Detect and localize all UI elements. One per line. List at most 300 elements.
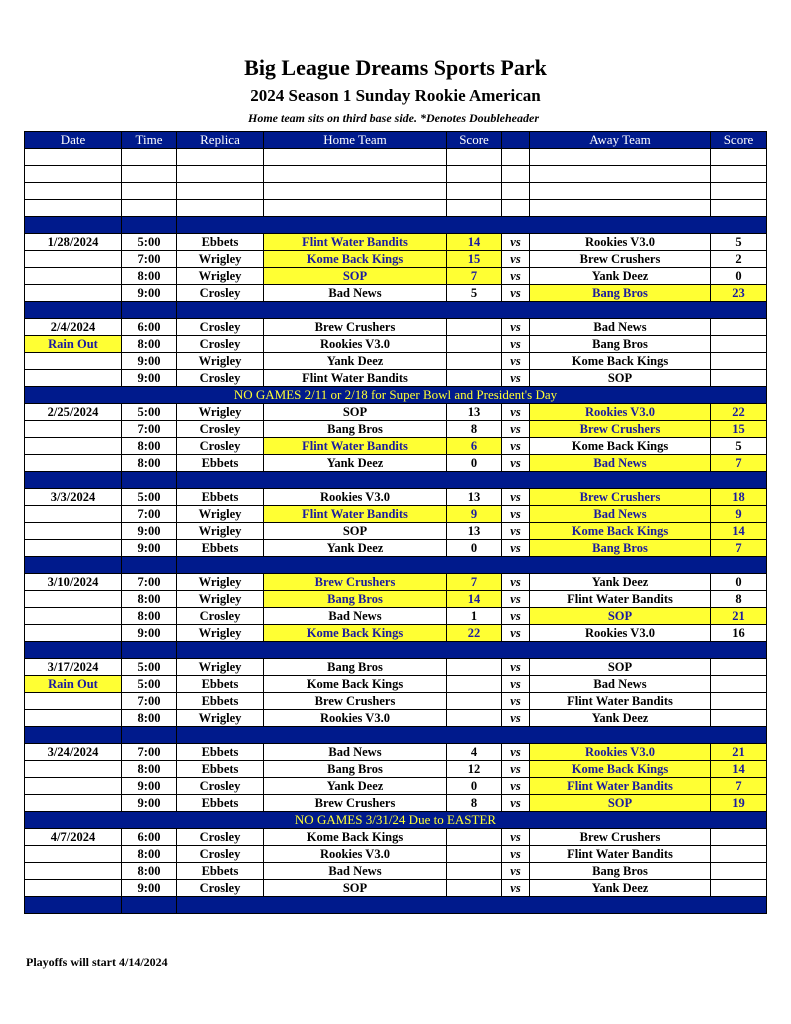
separator-cell xyxy=(122,302,177,319)
empty-cell xyxy=(264,183,447,200)
away-team: Rookies V3.0 xyxy=(530,744,711,761)
game-time: 8:00 xyxy=(122,863,177,880)
game-field: Wrigley xyxy=(177,268,264,285)
home-score: 4 xyxy=(447,744,502,761)
game-field: Ebbets xyxy=(177,761,264,778)
away-team: Rookies V3.0 xyxy=(530,404,711,421)
game-field: Ebbets xyxy=(177,795,264,812)
separator-cell xyxy=(25,302,122,319)
vs-label: vs xyxy=(502,336,530,353)
away-score: 16 xyxy=(711,625,767,642)
game-field: Ebbets xyxy=(177,540,264,557)
away-score: 21 xyxy=(711,744,767,761)
game-time: 6:00 xyxy=(122,319,177,336)
empty-cell xyxy=(502,183,530,200)
game-date xyxy=(25,506,122,523)
game-row xyxy=(25,268,767,285)
home-team: Yank Deez xyxy=(264,778,447,795)
home-score: 0 xyxy=(447,455,502,472)
away-team: Bang Bros xyxy=(530,863,711,880)
game-date: 1/28/2024 xyxy=(25,234,122,251)
home-team: Brew Crushers xyxy=(264,795,447,812)
home-team: Rookies V3.0 xyxy=(264,489,447,506)
empty-cell xyxy=(177,183,264,200)
vs-label: vs xyxy=(502,540,530,557)
away-score xyxy=(711,336,767,353)
empty-cell xyxy=(502,200,530,217)
game-field: Wrigley xyxy=(177,591,264,608)
vs-label: vs xyxy=(502,523,530,540)
home-score: 15 xyxy=(447,251,502,268)
empty-cell xyxy=(447,149,502,166)
empty-cell xyxy=(25,149,122,166)
game-time: 6:00 xyxy=(122,829,177,846)
game-field: Wrigley xyxy=(177,625,264,642)
no-games-note-row xyxy=(25,812,767,829)
vs-label: vs xyxy=(502,846,530,863)
separator-cell xyxy=(177,897,767,914)
away-team: Brew Crushers xyxy=(530,421,711,438)
away-team: Yank Deez xyxy=(530,880,711,897)
empty-cell xyxy=(264,149,447,166)
separator-row xyxy=(25,727,767,744)
game-date xyxy=(25,778,122,795)
game-date xyxy=(25,540,122,557)
col-header-date: Date xyxy=(25,132,122,149)
away-team: Bad News xyxy=(530,676,711,693)
away-team: Kome Back Kings xyxy=(530,761,711,778)
vs-label: vs xyxy=(502,880,530,897)
no-games-note: NO GAMES 3/31/24 Due to EASTER xyxy=(25,812,767,829)
empty-cell xyxy=(177,149,264,166)
separator-cell xyxy=(25,557,122,574)
schedule-body xyxy=(25,149,767,914)
empty-cell xyxy=(447,183,502,200)
separator-row xyxy=(25,642,767,659)
empty-cell xyxy=(264,200,447,217)
away-team: Bang Bros xyxy=(530,336,711,353)
game-field: Crosley xyxy=(177,285,264,302)
game-row xyxy=(25,846,767,863)
game-time: 7:00 xyxy=(122,574,177,591)
game-field: Wrigley xyxy=(177,523,264,540)
page-title: Big League Dreams Sports Park xyxy=(244,55,547,80)
game-date: 3/17/2024 xyxy=(25,659,122,676)
game-date xyxy=(25,625,122,642)
empty-cell xyxy=(264,166,447,183)
home-team: Bang Bros xyxy=(264,659,447,676)
away-team: Kome Back Kings xyxy=(530,438,711,455)
vs-label: vs xyxy=(502,659,530,676)
game-field: Crosley xyxy=(177,778,264,795)
game-row xyxy=(25,251,767,268)
game-time: 9:00 xyxy=(122,353,177,370)
no-games-note: NO GAMES 2/11 or 2/18 for Super Bowl and President's Day xyxy=(25,387,767,404)
game-field: Wrigley xyxy=(177,659,264,676)
home-score xyxy=(447,829,502,846)
home-team: Flint Water Bandits xyxy=(264,370,447,387)
away-team: Brew Crushers xyxy=(530,489,711,506)
away-team: SOP xyxy=(530,659,711,676)
home-team: Brew Crushers xyxy=(264,574,447,591)
game-row xyxy=(25,455,767,472)
playoffs-note: Playoffs will start 4/14/2024 xyxy=(26,955,168,969)
away-score: 23 xyxy=(711,285,767,302)
empty-cell xyxy=(25,183,122,200)
vs-label: vs xyxy=(502,710,530,727)
separator-row xyxy=(25,472,767,489)
home-team: Flint Water Bandits xyxy=(264,438,447,455)
game-time: 9:00 xyxy=(122,625,177,642)
empty-row xyxy=(25,166,767,183)
away-team: Kome Back Kings xyxy=(530,353,711,370)
away-score xyxy=(711,370,767,387)
away-score: 7 xyxy=(711,778,767,795)
game-row xyxy=(25,404,767,421)
separator-cell xyxy=(122,642,177,659)
separator-cell xyxy=(25,472,122,489)
home-team: SOP xyxy=(264,523,447,540)
separator-cell xyxy=(177,727,767,744)
game-time: 7:00 xyxy=(122,693,177,710)
vs-label: vs xyxy=(502,829,530,846)
game-date xyxy=(25,880,122,897)
game-row xyxy=(25,489,767,506)
home-score xyxy=(447,319,502,336)
game-field: Crosley xyxy=(177,846,264,863)
home-team: Yank Deez xyxy=(264,540,447,557)
away-score: 0 xyxy=(711,268,767,285)
empty-cell xyxy=(122,200,177,217)
home-team: Flint Water Bandits xyxy=(264,234,447,251)
game-field: Crosley xyxy=(177,608,264,625)
separator-cell xyxy=(25,642,122,659)
game-row xyxy=(25,659,767,676)
away-team: SOP xyxy=(530,608,711,625)
home-score xyxy=(447,693,502,710)
home-score xyxy=(447,353,502,370)
home-team: Yank Deez xyxy=(264,353,447,370)
game-field: Ebbets xyxy=(177,455,264,472)
home-team: Bang Bros xyxy=(264,761,447,778)
game-field: Crosley xyxy=(177,829,264,846)
col-header-home-team: Home Team xyxy=(264,132,447,149)
no-games-note-row xyxy=(25,387,767,404)
game-field: Ebbets xyxy=(177,744,264,761)
away-score: 15 xyxy=(711,421,767,438)
home-score: 13 xyxy=(447,523,502,540)
empty-row xyxy=(25,200,767,217)
game-row xyxy=(25,778,767,795)
game-date xyxy=(25,370,122,387)
home-team: Brew Crushers xyxy=(264,319,447,336)
vs-label: vs xyxy=(502,863,530,880)
away-score: 0 xyxy=(711,574,767,591)
game-date xyxy=(25,251,122,268)
game-row xyxy=(25,540,767,557)
game-time: 8:00 xyxy=(122,761,177,778)
game-time: 9:00 xyxy=(122,523,177,540)
empty-cell xyxy=(502,166,530,183)
schedule-note: Home team sits on third base side. *Denotes Doubleheader xyxy=(248,111,539,125)
away-score xyxy=(711,693,767,710)
game-time: 7:00 xyxy=(122,251,177,268)
away-team: SOP xyxy=(530,370,711,387)
home-team: Bang Bros xyxy=(264,591,447,608)
away-score: 2 xyxy=(711,251,767,268)
game-field: Wrigley xyxy=(177,404,264,421)
vs-label: vs xyxy=(502,421,530,438)
home-score: 22 xyxy=(447,625,502,642)
game-time: 7:00 xyxy=(122,744,177,761)
separator-row xyxy=(25,217,767,234)
empty-cell xyxy=(530,149,711,166)
away-score xyxy=(711,319,767,336)
home-score: 14 xyxy=(447,234,502,251)
away-team: Flint Water Bandits xyxy=(530,693,711,710)
home-score: 12 xyxy=(447,761,502,778)
game-field: Ebbets xyxy=(177,693,264,710)
away-score xyxy=(711,846,767,863)
game-date xyxy=(25,421,122,438)
home-team: Rookies V3.0 xyxy=(264,336,447,353)
away-team: Yank Deez xyxy=(530,268,711,285)
away-score xyxy=(711,829,767,846)
away-team: Flint Water Bandits xyxy=(530,846,711,863)
game-time: 9:00 xyxy=(122,795,177,812)
game-row xyxy=(25,795,767,812)
game-time: 5:00 xyxy=(122,404,177,421)
game-date xyxy=(25,353,122,370)
game-time: 7:00 xyxy=(122,506,177,523)
vs-label: vs xyxy=(502,251,530,268)
empty-cell xyxy=(530,200,711,217)
separator-cell xyxy=(25,727,122,744)
away-score: 8 xyxy=(711,591,767,608)
game-row xyxy=(25,761,767,778)
game-row xyxy=(25,693,767,710)
game-time: 8:00 xyxy=(122,591,177,608)
game-field: Wrigley xyxy=(177,353,264,370)
home-score: 7 xyxy=(447,268,502,285)
separator-cell xyxy=(122,897,177,914)
vs-label: vs xyxy=(502,676,530,693)
away-team: Yank Deez xyxy=(530,710,711,727)
separator-cell xyxy=(122,727,177,744)
game-date xyxy=(25,761,122,778)
empty-cell xyxy=(711,149,767,166)
away-score: 7 xyxy=(711,540,767,557)
home-score: 8 xyxy=(447,795,502,812)
game-time: 9:00 xyxy=(122,285,177,302)
away-score: 18 xyxy=(711,489,767,506)
away-team: Yank Deez xyxy=(530,574,711,591)
game-time: 8:00 xyxy=(122,455,177,472)
col-header-time: Time xyxy=(122,132,177,149)
home-score: 6 xyxy=(447,438,502,455)
home-score: 9 xyxy=(447,506,502,523)
home-score: 0 xyxy=(447,778,502,795)
separator-cell xyxy=(177,217,767,234)
home-score xyxy=(447,659,502,676)
home-score: 13 xyxy=(447,404,502,421)
game-field: Wrigley xyxy=(177,710,264,727)
game-row xyxy=(25,863,767,880)
game-time: 9:00 xyxy=(122,540,177,557)
game-field: Crosley xyxy=(177,421,264,438)
separator-cell xyxy=(177,642,767,659)
vs-label: vs xyxy=(502,574,530,591)
game-row xyxy=(25,591,767,608)
home-score xyxy=(447,710,502,727)
away-score xyxy=(711,353,767,370)
home-team: Rookies V3.0 xyxy=(264,846,447,863)
away-score xyxy=(711,710,767,727)
table-header-row xyxy=(25,132,767,149)
away-team: Flint Water Bandits xyxy=(530,591,711,608)
home-team: Kome Back Kings xyxy=(264,625,447,642)
game-row xyxy=(25,710,767,727)
game-date: 3/3/2024 xyxy=(25,489,122,506)
vs-label: vs xyxy=(502,761,530,778)
separator-cell xyxy=(122,217,177,234)
away-team: Bang Bros xyxy=(530,285,711,302)
game-date xyxy=(25,285,122,302)
away-score: 22 xyxy=(711,404,767,421)
home-team: Bad News xyxy=(264,608,447,625)
game-row xyxy=(25,234,767,251)
col-header-vs xyxy=(502,132,530,149)
game-time: 8:00 xyxy=(122,710,177,727)
home-score: 7 xyxy=(447,574,502,591)
home-team: Kome Back Kings xyxy=(264,676,447,693)
away-score xyxy=(711,863,767,880)
home-team: SOP xyxy=(264,268,447,285)
home-score xyxy=(447,846,502,863)
game-field: Crosley xyxy=(177,438,264,455)
game-date xyxy=(25,863,122,880)
game-field: Crosley xyxy=(177,880,264,897)
game-date xyxy=(25,608,122,625)
game-field: Ebbets xyxy=(177,676,264,693)
away-team: Flint Water Bandits xyxy=(530,778,711,795)
away-score: 14 xyxy=(711,761,767,778)
vs-label: vs xyxy=(502,506,530,523)
separator-cell xyxy=(25,897,122,914)
empty-cell xyxy=(530,183,711,200)
vs-label: vs xyxy=(502,268,530,285)
game-date: 2/4/2024 xyxy=(25,319,122,336)
game-row xyxy=(25,421,767,438)
away-score: 5 xyxy=(711,234,767,251)
col-header-away-team: Away Team xyxy=(530,132,711,149)
game-date xyxy=(25,591,122,608)
game-time: 5:00 xyxy=(122,489,177,506)
game-date xyxy=(25,693,122,710)
empty-cell xyxy=(447,200,502,217)
vs-label: vs xyxy=(502,693,530,710)
game-field: Crosley xyxy=(177,336,264,353)
empty-cell xyxy=(25,200,122,217)
vs-label: vs xyxy=(502,285,530,302)
empty-cell xyxy=(122,166,177,183)
home-score: 14 xyxy=(447,591,502,608)
home-score xyxy=(447,370,502,387)
game-date: Rain Out xyxy=(25,676,122,693)
vs-label: vs xyxy=(502,438,530,455)
away-team: Bad News xyxy=(530,319,711,336)
game-date: 3/10/2024 xyxy=(25,574,122,591)
col-header-replica: Replica xyxy=(177,132,264,149)
home-score: 0 xyxy=(447,540,502,557)
home-team: Brew Crushers xyxy=(264,693,447,710)
home-team: SOP xyxy=(264,880,447,897)
empty-row xyxy=(25,183,767,200)
vs-label: vs xyxy=(502,795,530,812)
game-date: 4/7/2024 xyxy=(25,829,122,846)
game-date: 2/25/2024 xyxy=(25,404,122,421)
game-row xyxy=(25,880,767,897)
game-row xyxy=(25,319,767,336)
away-team: Brew Crushers xyxy=(530,829,711,846)
game-field: Wrigley xyxy=(177,574,264,591)
game-time: 8:00 xyxy=(122,846,177,863)
game-row xyxy=(25,608,767,625)
away-score: 19 xyxy=(711,795,767,812)
home-score xyxy=(447,676,502,693)
game-row xyxy=(25,336,767,353)
away-score: 5 xyxy=(711,438,767,455)
home-team: Flint Water Bandits xyxy=(264,506,447,523)
home-team: Bad News xyxy=(264,863,447,880)
game-time: 8:00 xyxy=(122,336,177,353)
vs-label: vs xyxy=(502,404,530,421)
game-field: Wrigley xyxy=(177,506,264,523)
game-time: 7:00 xyxy=(122,421,177,438)
empty-cell xyxy=(530,166,711,183)
game-date xyxy=(25,846,122,863)
game-row xyxy=(25,744,767,761)
home-score: 13 xyxy=(447,489,502,506)
home-score: 5 xyxy=(447,285,502,302)
home-team: Kome Back Kings xyxy=(264,829,447,846)
vs-label: vs xyxy=(502,370,530,387)
game-row xyxy=(25,829,767,846)
game-date: 3/24/2024 xyxy=(25,744,122,761)
col-header-home-score: Score xyxy=(447,132,502,149)
game-date xyxy=(25,710,122,727)
empty-cell xyxy=(25,166,122,183)
empty-cell xyxy=(122,183,177,200)
empty-cell xyxy=(177,200,264,217)
game-time: 8:00 xyxy=(122,438,177,455)
away-team: Bad News xyxy=(530,455,711,472)
home-score: 8 xyxy=(447,421,502,438)
vs-label: vs xyxy=(502,625,530,642)
home-team: Kome Back Kings xyxy=(264,251,447,268)
game-date xyxy=(25,455,122,472)
away-team: SOP xyxy=(530,795,711,812)
home-team: Bad News xyxy=(264,744,447,761)
separator-row xyxy=(25,302,767,319)
game-date: Rain Out xyxy=(25,336,122,353)
vs-label: vs xyxy=(502,778,530,795)
game-row xyxy=(25,574,767,591)
game-row xyxy=(25,438,767,455)
game-row xyxy=(25,523,767,540)
vs-label: vs xyxy=(502,489,530,506)
game-field: Crosley xyxy=(177,370,264,387)
